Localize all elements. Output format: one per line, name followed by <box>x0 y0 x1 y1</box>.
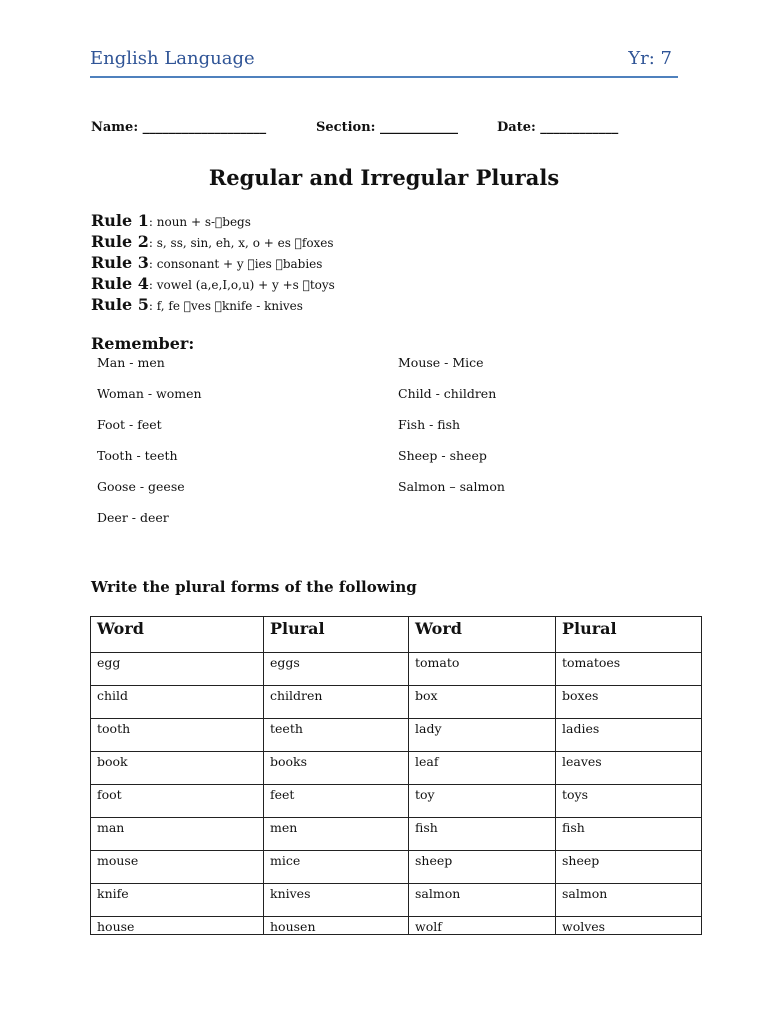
table-cell: man <box>91 818 264 851</box>
date-field: Date: ____________ <box>497 120 619 135</box>
table-header-row <box>91 617 702 653</box>
table-cell: boxes <box>556 686 702 719</box>
rule-text: : noun + s- begs <box>148 215 251 229</box>
table-cell: mouse <box>91 851 264 884</box>
table-cell: knife <box>91 884 264 917</box>
table-cell: books <box>264 752 409 785</box>
table-cell: fish <box>409 818 556 851</box>
section-field: Section: ____________ <box>316 120 458 135</box>
remember-item: Man - men <box>97 355 165 370</box>
table-cell: feet <box>264 785 409 818</box>
table-cell: house <box>91 917 264 935</box>
remember-item: Deer - deer <box>97 510 169 525</box>
rule-4 <box>91 273 335 294</box>
remember-item: Woman - women <box>97 386 202 401</box>
table-cell: sheep <box>556 851 702 884</box>
table-cell: toy <box>409 785 556 818</box>
table-row <box>91 917 702 935</box>
rule-text: : vowel (a,e,I,o,u) + y +s  toys <box>148 278 335 292</box>
table-cell: toys <box>556 785 702 818</box>
table-cell: mice <box>264 851 409 884</box>
rule-3 <box>91 252 335 273</box>
table-cell: book <box>91 752 264 785</box>
table-cell: fish <box>556 818 702 851</box>
table-cell: knives <box>264 884 409 917</box>
rule-text: : f, fe  ves  knife - knives <box>148 299 303 313</box>
table-row <box>91 752 702 785</box>
rule-5 <box>91 294 335 315</box>
year-label: Yr: 7 <box>628 48 672 69</box>
table-cell: teeth <box>264 719 409 752</box>
remember-item: Child - children <box>398 386 497 401</box>
table-cell: child <box>91 686 264 719</box>
table-row <box>91 653 702 686</box>
table-cell: sheep <box>409 851 556 884</box>
column-header-word: Word <box>409 617 556 653</box>
rule-label: Rule 3 <box>91 253 149 272</box>
table-cell: wolf <box>409 917 556 935</box>
table-cell: eggs <box>264 653 409 686</box>
remember-item: Foot - feet <box>97 417 162 432</box>
table-row <box>91 818 702 851</box>
table-cell: lady <box>409 719 556 752</box>
table-row <box>91 785 702 818</box>
table-cell: wolves <box>556 917 702 935</box>
table-cell: men <box>264 818 409 851</box>
table-row <box>91 686 702 719</box>
page-header <box>90 48 678 78</box>
table-row <box>91 719 702 752</box>
table-cell: salmon <box>556 884 702 917</box>
table-cell: housen <box>264 917 409 935</box>
column-header-word: Word <box>91 617 264 653</box>
remember-item: Goose - geese <box>97 479 185 494</box>
table-cell: foot <box>91 785 264 818</box>
rule-label: Rule 5 <box>91 295 149 314</box>
table-cell: leaves <box>556 752 702 785</box>
rule-label: Rule 4 <box>91 274 149 293</box>
rule-2 <box>91 231 335 252</box>
name-field: Name: ___________________ <box>91 120 267 135</box>
rule-1 <box>91 210 335 231</box>
table-cell: box <box>409 686 556 719</box>
rule-label: Rule 2 <box>91 232 149 251</box>
table-row <box>91 884 702 917</box>
table-cell: tooth <box>91 719 264 752</box>
table-cell: tomatoes <box>556 653 702 686</box>
remember-item: Salmon – salmon <box>398 479 505 494</box>
table-row <box>91 851 702 884</box>
remember-heading: Remember: <box>91 334 195 353</box>
remember-item: Mouse - Mice <box>398 355 484 370</box>
table-cell: salmon <box>409 884 556 917</box>
remember-item: Fish - fish <box>398 417 461 432</box>
subject-title: English Language <box>90 48 255 69</box>
plurals-table <box>90 616 702 935</box>
table-cell: leaf <box>409 752 556 785</box>
table-cell: children <box>264 686 409 719</box>
table-cell: egg <box>91 653 264 686</box>
remember-item: Sheep - sheep <box>398 448 487 463</box>
column-header-plural: Plural <box>264 617 409 653</box>
rule-text: : s, ss, sin, eh, x, o + es  foxes <box>148 236 334 250</box>
column-header-plural: Plural <box>556 617 702 653</box>
rule-text: : consonant + y  ies  babies <box>148 257 323 271</box>
rule-label: Rule 1 <box>91 211 149 230</box>
remember-left-column <box>97 355 202 541</box>
table-cell: tomato <box>409 653 556 686</box>
table-cell: ladies <box>556 719 702 752</box>
rules-list <box>91 210 335 315</box>
exercise-instruction: Write the plural forms of the following <box>91 578 417 596</box>
remember-right-column <box>398 355 505 510</box>
worksheet-title: Regular and Irregular Plurals <box>208 165 560 190</box>
remember-item: Tooth - teeth <box>97 448 178 463</box>
